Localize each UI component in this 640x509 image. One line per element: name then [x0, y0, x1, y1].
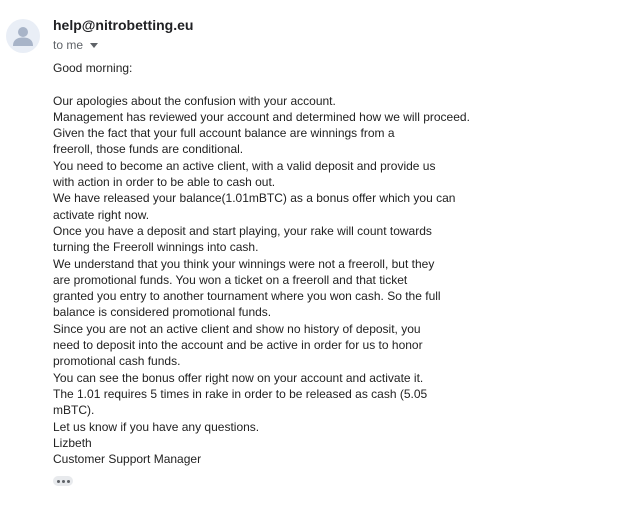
- body-line: Given the fact that your full account balance are winnings from a: [53, 126, 395, 141]
- body-line: Management has reviewed your account and determined how we will proceed.: [53, 109, 470, 124]
- body-line: You need to become an active client, with a valid deposit and provide us: [53, 158, 436, 173]
- body-line: freeroll, those funds are conditional.: [53, 142, 244, 157]
- email-body: [53, 60, 633, 467]
- recipient-label: to me: [53, 38, 84, 52]
- body-line: balance is considered promotional funds.: [53, 305, 272, 320]
- body-line: mBTC).: [53, 403, 95, 418]
- ellipsis-dot: [57, 480, 60, 483]
- body-line: Once you have a deposit and start playing, your rake will count towards: [53, 223, 432, 238]
- body-line: Let us know if you have any questions.: [53, 419, 260, 434]
- body-line: granted you entry to another tournament where you won cash. So the full: [53, 289, 441, 304]
- recipient-details[interactable]: [53, 38, 98, 52]
- body-line: Customer Support Manager: [53, 452, 202, 467]
- body-line: turning the Freeroll winnings into cash.: [53, 240, 259, 255]
- body-line: are promotional funds. You won a ticket on a freeroll and that ticket: [53, 272, 408, 287]
- show-trimmed-content-button[interactable]: [53, 476, 73, 486]
- body-line: Since you are not an active client and show no history of deposit, you: [53, 321, 421, 336]
- body-line: We have released your balance(1.01mBTC) as a bonus offer which you can: [53, 191, 456, 206]
- sender-address[interactable]: help@nitrobetting.eu: [53, 17, 194, 33]
- body-line: Good morning:: [53, 61, 133, 75]
- ellipsis-dot: [62, 480, 65, 483]
- body-line: We understand that you think your winnings were not a freeroll, but they: [53, 256, 435, 271]
- body-line: Lizbeth: [53, 435, 92, 450]
- person-icon: [6, 19, 40, 53]
- body-line: The 1.01 requires 5 times in rake in order to be released as cash (5.05: [53, 386, 428, 401]
- body-line: need to deposit into the account and be active in order for us to honor: [53, 338, 423, 353]
- sender-avatar[interactable]: [6, 19, 40, 53]
- body-line: with action in order to be able to cash out.: [53, 175, 276, 190]
- chevron-down-icon[interactable]: [90, 43, 98, 48]
- body-blank-line: [53, 76, 633, 92]
- ellipsis-dot: [67, 480, 70, 483]
- body-line: Our apologies about the confusion with your account.: [53, 93, 336, 108]
- body-line: You can see the bonus offer right now on your account and activate it.: [53, 370, 424, 385]
- body-line: activate right now.: [53, 207, 150, 222]
- body-line: promotional cash funds.: [53, 354, 181, 369]
